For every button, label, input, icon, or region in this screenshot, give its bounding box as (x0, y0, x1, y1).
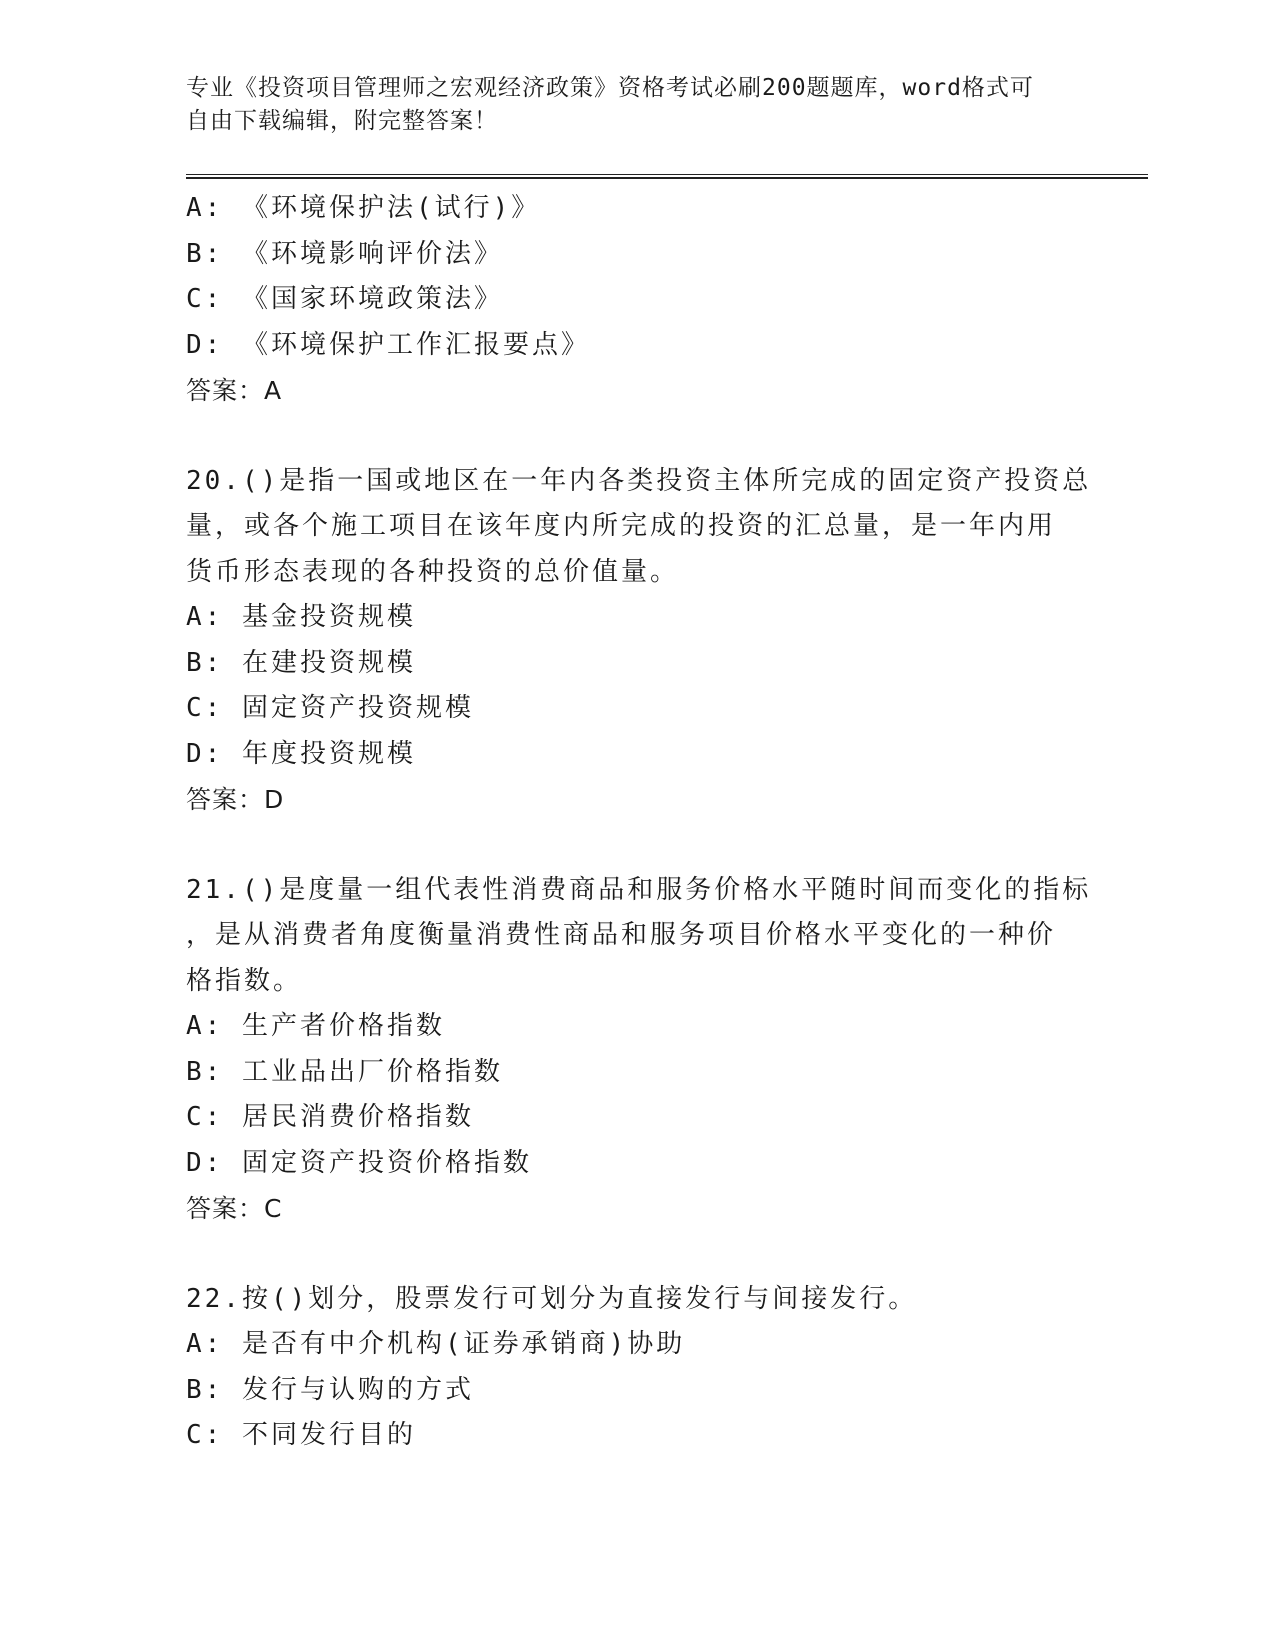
question-22 (186, 1277, 1076, 1459)
header-line-1: 专业《投资项目管理师之宏观经济政策》资格考试必刷200题题库，word格式可 (186, 75, 1034, 101)
option-b: B: 《环境影响评价法》 (186, 238, 503, 269)
header-line-2: 自由下载编辑，附完整答案！ (186, 108, 498, 134)
option-d: D: 《环境保护工作汇报要点》 (186, 329, 590, 360)
header-divider (186, 174, 1148, 179)
option-b: B: 发行与认购的方式 (186, 1374, 474, 1405)
option-a: A: 生产者价格指数 (186, 1011, 445, 1041)
question-stem-line: 21.()是度量一组代表性消费商品和服务价格水平随时间而变化的指标 (186, 874, 1092, 905)
spacer (186, 414, 1076, 459)
question-21 (186, 868, 1092, 1232)
question-stem-line: 货币形态表现的各种投资的总价值量。 (186, 556, 680, 587)
answer: 答案：D (186, 785, 285, 814)
option-c: C: 固定资产投资规模 (186, 693, 474, 723)
spacer (186, 1232, 1076, 1277)
answer: 答案：A (186, 376, 283, 405)
question-stem-line: ，是从消费者角度衡量消费性商品和服务项目价格水平变化的一种价 (186, 920, 1057, 950)
question-list (186, 186, 1092, 1459)
option-c: C: 不同发行目的 (186, 1420, 416, 1450)
option-b: B: 工业品出厂价格指数 (186, 1056, 503, 1087)
question-stem-line: 格指数。 (186, 965, 303, 996)
document-header (186, 72, 1066, 138)
option-a: A: 《环境保护法(试行)》 (186, 193, 541, 223)
option-a: A: 基金投资规模 (186, 602, 416, 632)
option-c: C: 《国家环境政策法》 (186, 284, 503, 314)
question-19 (186, 186, 1076, 414)
answer: 答案：C (186, 1194, 283, 1223)
option-a: A: 是否有中介机构(证券承销商)协助 (186, 1329, 686, 1359)
question-stem-line: 量，或各个施工项目在该年度内所完成的投资的汇总量，是一年内用 (186, 511, 1057, 541)
question-stem-line: 20.()是指一国或地区在一年内各类投资主体所完成的固定资产投资总 (186, 465, 1092, 496)
option-d: D: 年度投资规模 (186, 738, 416, 769)
spacer (186, 823, 1076, 868)
question-20 (186, 459, 1092, 823)
option-c: C: 居民消费价格指数 (186, 1102, 474, 1132)
option-d: D: 固定资产投资价格指数 (186, 1147, 532, 1178)
option-b: B: 在建投资规模 (186, 647, 416, 678)
question-stem-line: 22.按()划分，股票发行可划分为直接发行与间接发行。 (186, 1283, 918, 1314)
